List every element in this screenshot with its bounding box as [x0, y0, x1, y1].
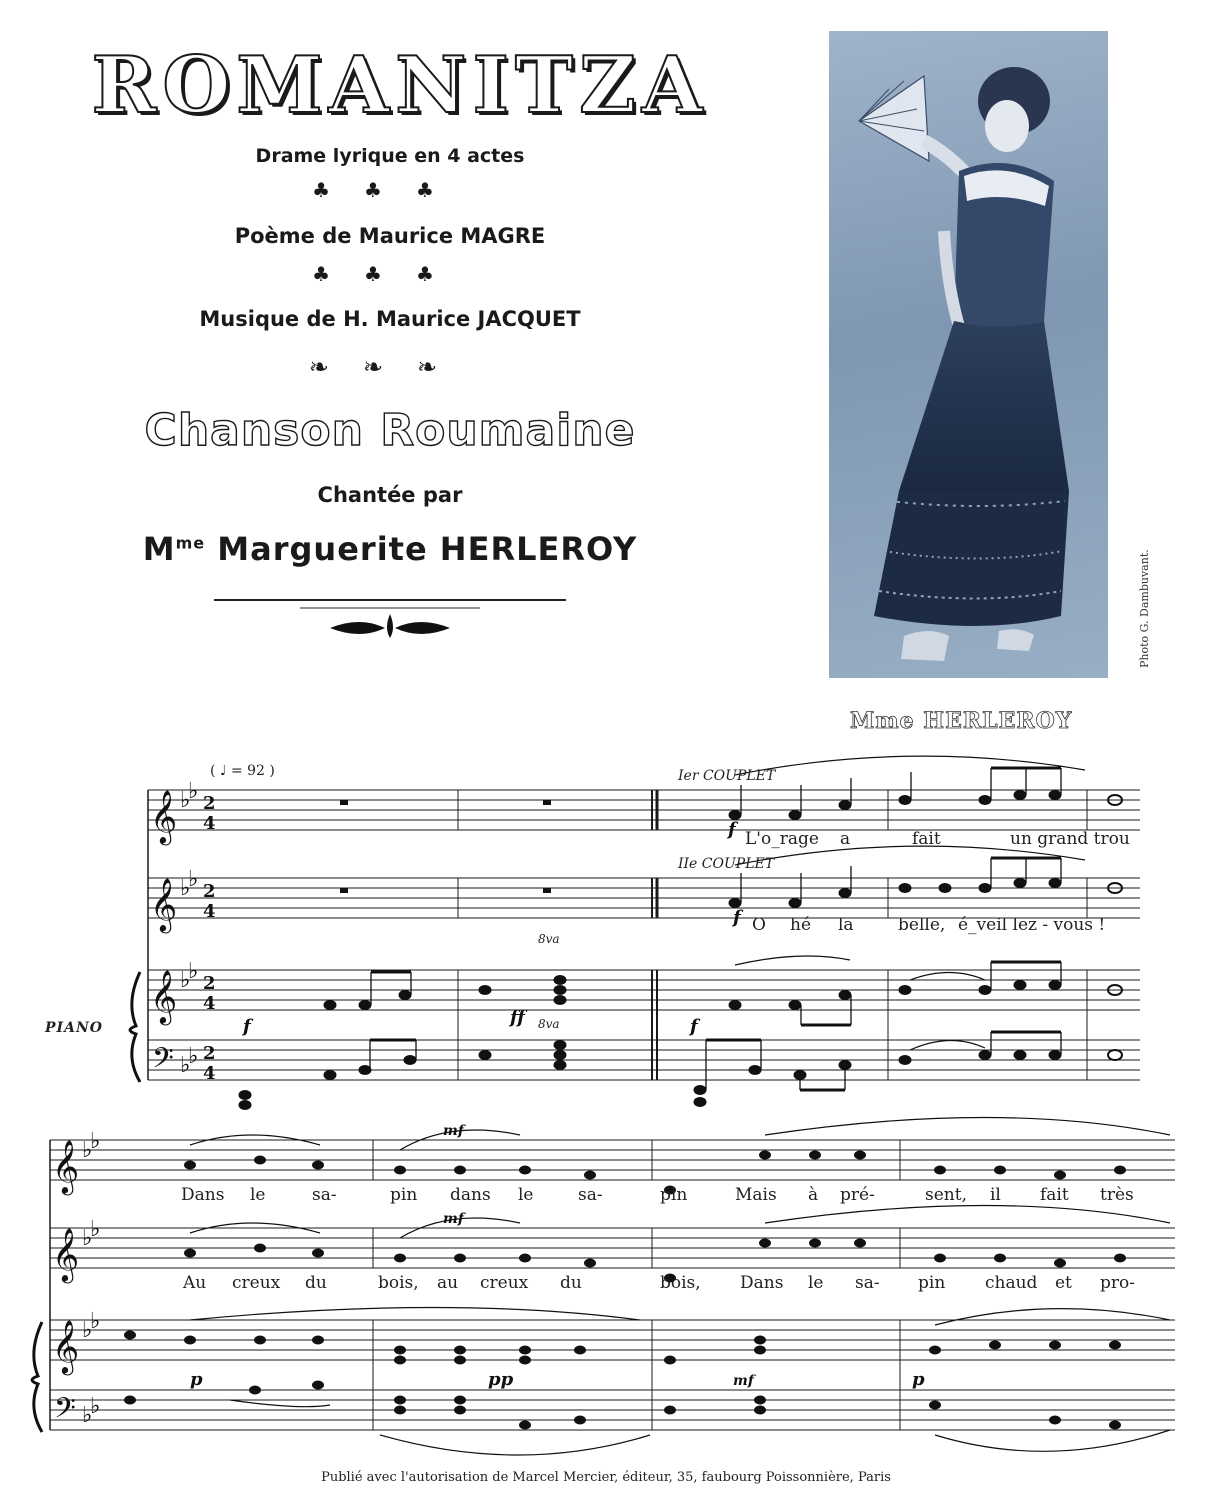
svg-text:bois,: bois,: [378, 1273, 419, 1293]
svg-text:♭: ♭: [180, 968, 191, 993]
svg-text:L'o_rage: L'o_rage: [745, 829, 819, 849]
svg-text:4: 4: [203, 1063, 216, 1084]
svg-text:au: au: [437, 1273, 459, 1293]
svg-text:a: a: [840, 829, 851, 849]
publisher-note: Publié avec l'autorisation de Marcel Mercier, éditeur, 35, faubourg Poissonnière, Paris: [321, 1470, 891, 1485]
svg-text:é_veil lez - vous !: é_veil lez - vous !: [958, 915, 1106, 935]
svg-text:fait: fait: [1040, 1185, 1069, 1205]
svg-text:du: du: [305, 1273, 327, 1293]
staff-piano-treble-row2: [50, 1320, 1175, 1360]
dynamic-mf: mf: [443, 1123, 464, 1139]
piano-brace: [32, 1322, 42, 1432]
singer-photo: [829, 31, 1108, 678]
svg-text:sent,: sent,: [925, 1185, 967, 1205]
singer-name: $M^{me}$ Marguerite HERLEROY: [142, 530, 638, 568]
svg-text:♭: ♭: [82, 1226, 93, 1251]
svg-text:2: 2: [203, 1043, 216, 1064]
svg-text:Au: Au: [183, 1273, 207, 1293]
svg-text:creux: creux: [480, 1273, 529, 1293]
svg-text:♭: ♭: [180, 876, 191, 901]
couplet-1-label: Ier COUPLET: [678, 768, 776, 784]
svg-text:♭: ♭: [90, 1309, 101, 1334]
svg-text:bois,: bois,: [660, 1273, 701, 1293]
svg-text:pin: pin: [390, 1185, 418, 1205]
svg-text:Dans: Dans: [740, 1273, 784, 1293]
svg-text:dans: dans: [450, 1185, 491, 1205]
svg-text:♭: ♭: [180, 1053, 191, 1078]
dynamic-pp: pp: [488, 1369, 514, 1390]
treble-clef-icon: 𝄞: [52, 1139, 80, 1193]
piano-brace: [130, 972, 140, 1082]
couplet-2-label: IIe COUPLET: [678, 856, 775, 872]
dynamic-mf: mf: [733, 1373, 754, 1389]
svg-text:♭: ♭: [82, 1403, 93, 1428]
treble-clef-icon: 𝄞: [150, 877, 178, 931]
dynamic-f: f: [728, 819, 736, 840]
svg-text:♭: ♭: [90, 1394, 101, 1419]
svg-text:♭: ♭: [188, 867, 199, 892]
octave-mark: 8va: [538, 1017, 560, 1031]
svg-text:2: 2: [203, 973, 216, 994]
staff-voice-2-row2: [50, 1228, 1175, 1268]
song-title: Chanson Roumaine: [144, 405, 636, 456]
svg-text:un grand trou: un grand trou: [1010, 829, 1130, 849]
svg-text:pré-: pré-: [840, 1185, 875, 1205]
svg-text:il: il: [990, 1185, 1001, 1205]
svg-text:♭: ♭: [180, 788, 191, 813]
dynamic-f: f: [690, 1016, 698, 1037]
svg-text:sa-: sa-: [578, 1185, 603, 1205]
svg-text:♭: ♭: [82, 1318, 93, 1343]
svg-text:sa-: sa-: [855, 1273, 880, 1293]
photo-credit: Photo G. Dambuvant.: [1138, 549, 1151, 668]
svg-text:♭: ♭: [90, 1217, 101, 1242]
dynamic-f: f: [733, 907, 741, 928]
sheet-music: [0, 740, 1212, 1460]
svg-text:le: le: [250, 1185, 266, 1205]
svg-text:♭: ♭: [188, 1044, 199, 1069]
svg-text:Dans: Dans: [181, 1185, 225, 1205]
dynamic-p: p: [912, 1369, 925, 1390]
bass-clef-icon: 𝄢: [152, 1042, 174, 1082]
treble-clef-icon: 𝄞: [52, 1227, 80, 1281]
treble-clef-icon: 𝄞: [150, 789, 178, 843]
staff-voice-1-row2: [50, 1140, 1175, 1180]
svg-text:le: le: [518, 1185, 534, 1205]
svg-text:2: 2: [203, 881, 216, 902]
lyrics-verse-2-line-2: [182, 1273, 1135, 1293]
lyrics-verse-1-line-2: [181, 1185, 1134, 1205]
svg-text:belle,: belle,: [898, 915, 946, 935]
poem-credit: Poème de Maurice MAGRE: [234, 224, 546, 248]
svg-text:pin: pin: [660, 1185, 688, 1205]
photo-caption: Mme HERLEROY: [850, 708, 1073, 734]
music-credit: Musique de H. Maurice JACQUET: [199, 307, 581, 331]
svg-text:2: 2: [203, 793, 216, 814]
octave-mark: 8va: [538, 932, 560, 946]
svg-text:pro-: pro-: [1100, 1273, 1135, 1293]
lyrics-verse-1-line-1: [745, 829, 1130, 849]
svg-text:♭: ♭: [188, 959, 199, 984]
svg-text:et: et: [1055, 1273, 1072, 1293]
svg-text:chaud: chaud: [985, 1273, 1038, 1293]
svg-text:Mais: Mais: [735, 1185, 777, 1205]
bass-clef-icon: 𝄢: [54, 1392, 76, 1432]
tempo-marking: ( ♩ = 92 ): [210, 763, 275, 779]
staff-piano-bass-row2: [50, 1390, 1175, 1430]
ornament-divider: ♣♣♣: [312, 262, 468, 286]
treble-clef-icon: 𝄞: [52, 1319, 80, 1373]
ornament-divider: ♣♣♣: [312, 178, 468, 202]
svg-text:♭: ♭: [90, 1129, 101, 1154]
subtitle: Drame lyrique en 4 actes: [255, 145, 525, 167]
dynamic-ff: ff: [510, 1007, 525, 1028]
treble-clef-icon: 𝄞: [150, 969, 178, 1023]
piano-label: PIANO: [45, 1020, 103, 1036]
svg-text:fait: fait: [912, 829, 941, 849]
svg-text:♭: ♭: [82, 1138, 93, 1163]
svg-text:pin: pin: [918, 1273, 946, 1293]
sung-by-label: Chantée par: [317, 483, 463, 507]
dynamic-mf: mf: [443, 1211, 464, 1227]
dynamic-f: f: [243, 1016, 251, 1037]
ornament-divider: ❧❧❧: [308, 353, 472, 381]
svg-text:O: O: [752, 915, 766, 935]
svg-text:creux: creux: [232, 1273, 281, 1293]
svg-text:du: du: [560, 1273, 582, 1293]
lyrics-verse-2-line-1: [752, 915, 1105, 935]
svg-text:4: 4: [203, 813, 216, 834]
svg-text:sa-: sa-: [312, 1185, 337, 1205]
svg-text:hé: hé: [790, 915, 812, 935]
svg-text:4: 4: [203, 901, 216, 922]
page-title: ROMANITZA: [91, 40, 709, 131]
svg-text:♭: ♭: [188, 779, 199, 804]
dynamic-p: p: [190, 1369, 203, 1390]
svg-text:le: le: [808, 1273, 824, 1293]
notes-row1: [239, 791, 1122, 1110]
svg-text:à: à: [808, 1185, 819, 1205]
decorative-rule: [200, 590, 580, 650]
svg-text:très: très: [1100, 1185, 1134, 1205]
svg-text:la: la: [838, 915, 854, 935]
svg-text:4: 4: [203, 993, 216, 1014]
